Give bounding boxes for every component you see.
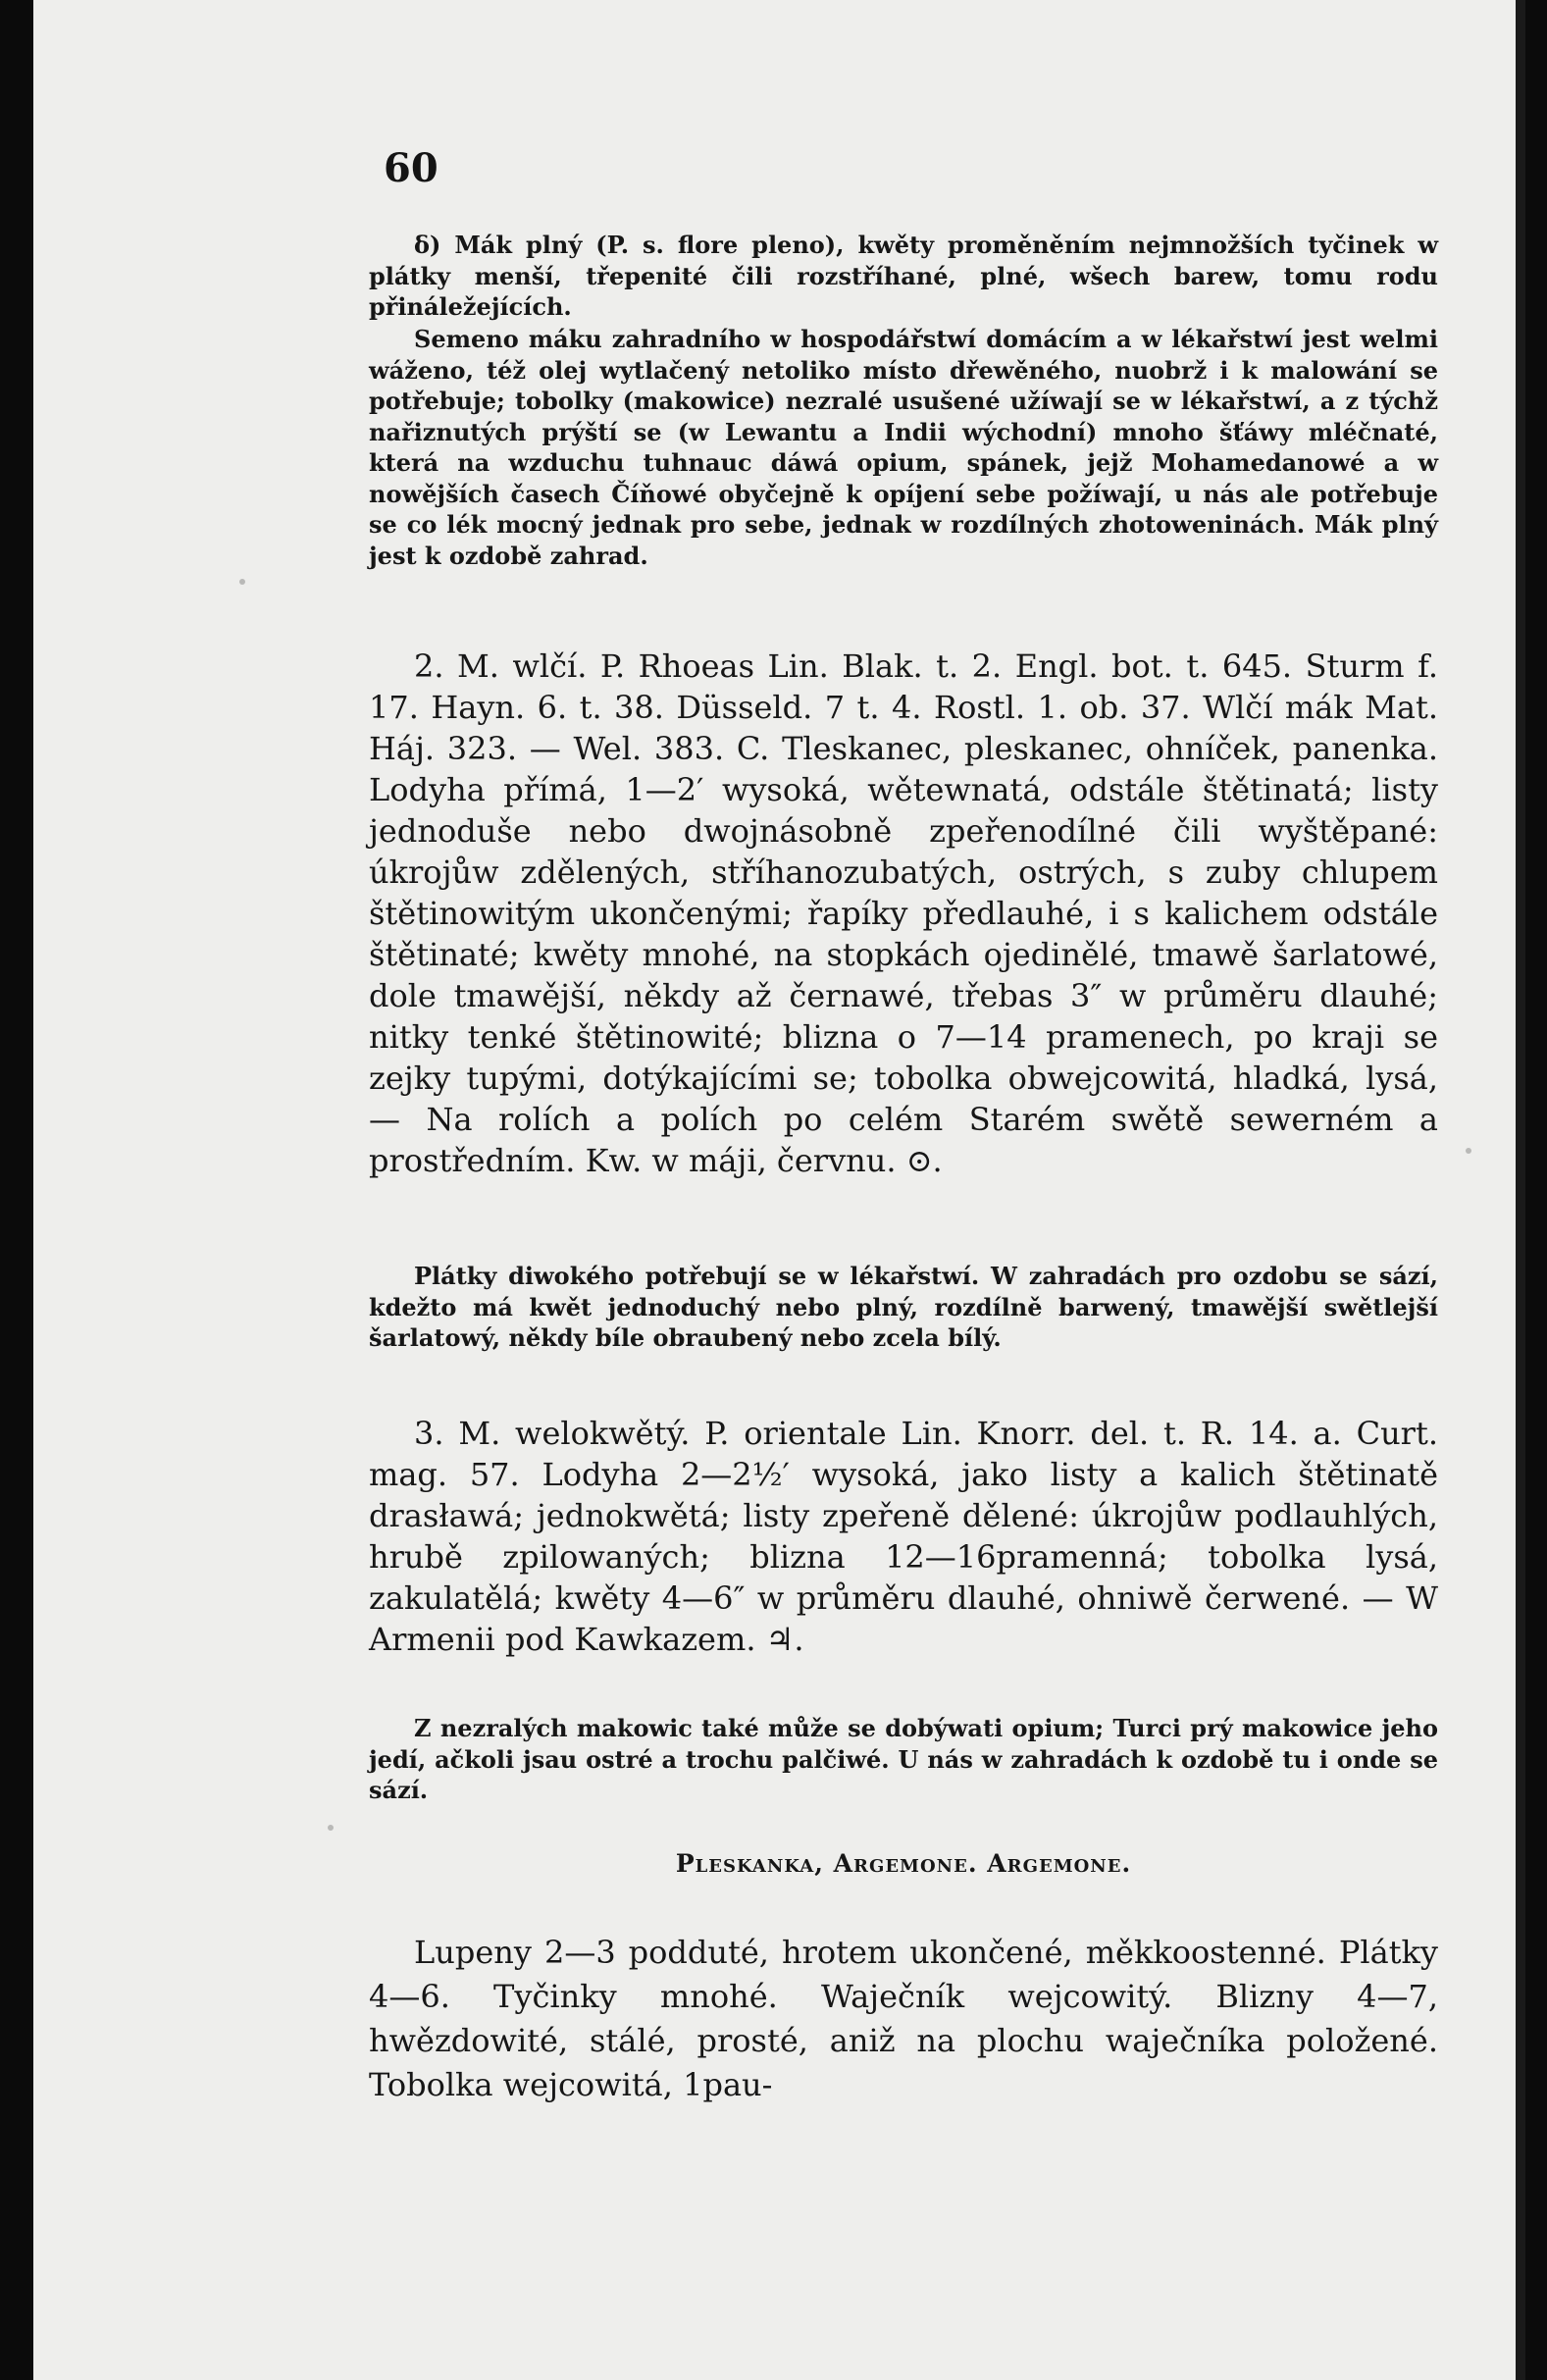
paragraph-corn-poppy: 2. M. wlčí. P. Rhoeas Lin. Blak. t. 2. Engl. bot. t. 645. Sturm f. 17. Hayn. 6. t. 38. Düsseld. 7 t. 4. Rostl. 1. ob. 37. Wlčí mák Mat. Háj. 323. — Wel. 383. C. Tleskanec, pleskanec, ohníček, panenka. Lodyha přímá, 1—2′ wysoká, wětewnatá, odstále štětinatá; listy jednoduše nebo dwojnásobně zpeřenodílné čili wyštěpané: úkrojůw zdělených, stříhanozubatých, ostrých, s zuby chlupem štětinowitým ukončenými; řapíky předlauhé, i s kalichem odstále štětinaté; kwěty mnohé, na stopkách ojedinělé, tmawě šarlatowé, dole tmawější, někdy až černawé, třebas 3″ w průměru dlauhé; nitky tenké štětinowité; blizna o 7—14 pramenech, po kraji se zejky tupými, dotýkajícími se; tobolka obwejcowitá, hladká, lysá, — Na rolích a polích po celém Starém swětě sewerném a prostředním. Kw. w máji, červnu. ⊙. (369, 647, 1438, 1179)
paragraph-oriental-poppy: 3. M. welokwětý. P. orientale Lin. Knorr. del. t. R. 14. a. Curt. mag. 57. Lodyha 2—2½′ wysoká, jako listy a kalich štětinatě drasławá; jednokwětá; listy zpeřeně dělené: úkrojůw podlauhlých, hrubě zpilowaných; blizna 12—16pramenná; tobolka lysá, zakulatělá; kwěty 4—6″ w průměru dlauhé, ohniwě čerwené. — W Armenii pod Kawkazem. ♃. (369, 1415, 1438, 1658)
book-page (33, 0, 1525, 2380)
paragraph-argemone-description: Lupeny 2—3 podduté, hrotem ukončené, měkkoostenné. Plátky 4—6. Tyčinky mnohé. Waječník wejcowitý. Blizny 4—7, hwězdowité, stálé, prosté, aniž na plochu waječníka položené. Tobolka wejcowitá, 1pau- (369, 1934, 1438, 2103)
paper-speck (1466, 1148, 1471, 1154)
paragraph-wild-poppy-uses: Plátky diwokého potřebují se w lékařstwí. W zahradách pro ozdobu se sází, kdežto má kwět jednoduchý nebo plný, rozdílně barwený, tmawější swětlejší šarlatowý, někdy bíle obraubený nebo zcela bílý. (369, 1262, 1438, 1352)
paper-speck (328, 1825, 334, 1831)
section-heading: Pleskanka, Argemone. Argemone. (675, 1849, 1132, 1878)
paragraph-poppy-uses: Semeno máku zahradního w hospodářstwí domácím a w lékařstwí jest welmi wáženo, též olej wytlačený netoliko místo dřewěného, nuobrž i k malowání se potřebuje; tobolky (makowice) nezralé usušené užíwají se w lékařstwí, a z týchž nařiznutých prýští se (w Lewantu a Indii wýchodní) mnoho šťáwy mléčnaté, která na wzduchu tuhnauc dáwá opium, spánek, jejž Mohamedanowé a w nowějších časech Číňowé obyčejně k opíjení sebe požíwají, u nás ale potřebuje se co lék mocný jednak pro sebe, jednak w rozdílných zhotoweninách. Mák plný jest k ozdobě zahrad. (369, 325, 1438, 570)
page-number: 60 (384, 145, 438, 191)
paper-speck (239, 579, 245, 585)
paragraph-opium-note: Z nezralých makowic také může se dobýwati opium; Turci prý makowice jeho jedí, ačkoli jsau ostré a trochu palčiwé. U nás w zahradách k ozdobě tu i onde se sází. (369, 1714, 1438, 1804)
paragraph-double-poppy: δ) Mák plný (P. s. flore pleno), kwěty proměněním nejmnožších tyčinek w plátky menší, třepenité čili rozstříhané, plné, wšech barew, tomu rodu přináležejících. (369, 231, 1438, 321)
